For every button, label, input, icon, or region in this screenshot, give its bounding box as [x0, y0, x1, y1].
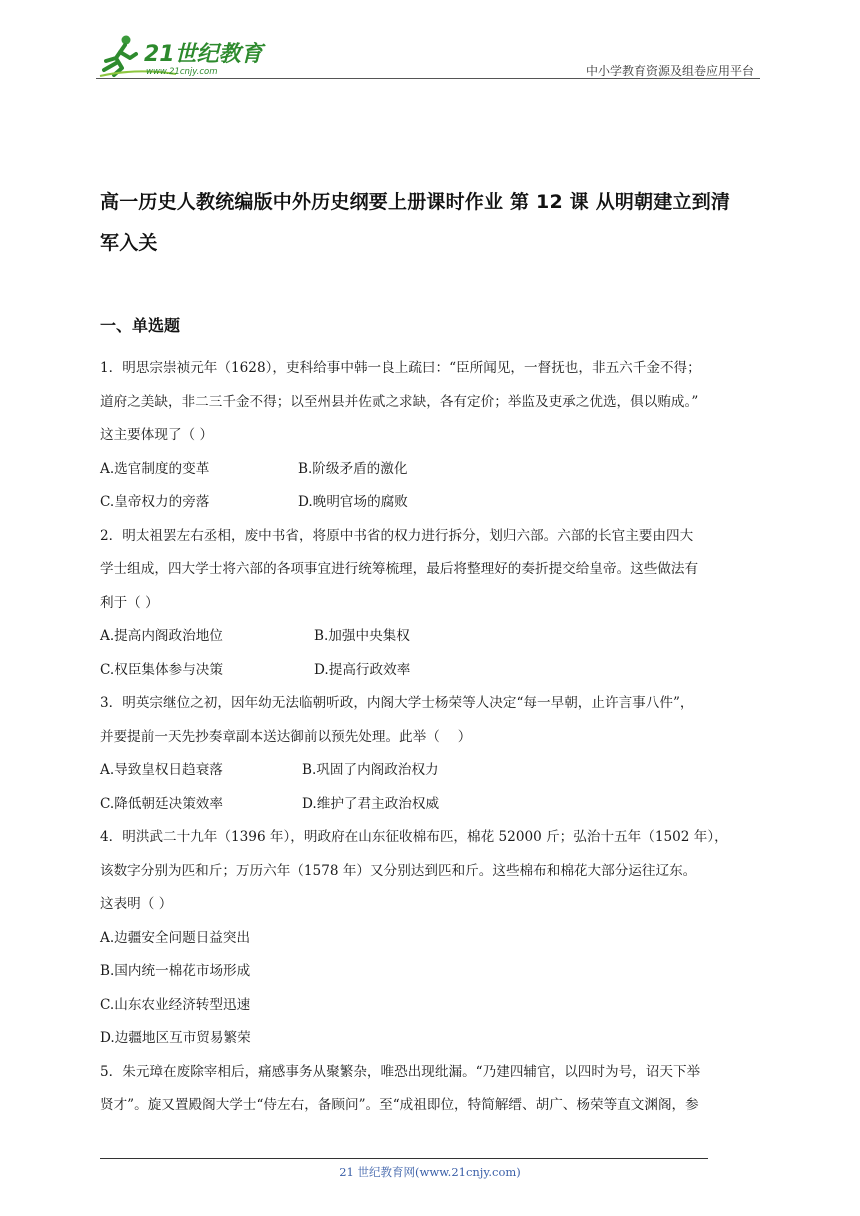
question-4	[100, 821, 764, 1056]
option-a[interactable]: A.导致皇权日趋衰落	[100, 762, 223, 778]
section-heading: 一、单选题	[100, 316, 181, 335]
question-stem-line: 贤才”。旋又置殿阁大学士“侍左右，备顾问”。至“成祖即位，特简解缙、胡广、杨荣等直文渊阁，参	[100, 1097, 699, 1113]
options-row	[100, 654, 764, 688]
footer-divider	[100, 1158, 708, 1159]
option-c[interactable]: C.权臣集体参与决策	[100, 661, 223, 678]
option-c[interactable]: C.降低朝廷决策效率	[100, 795, 223, 812]
question-stem-line: 道府之美缺，非二三千金不得；以至州县并佐贰之求缺，各有定价；举监及吏承之优选，俱以贿成。”	[100, 393, 699, 410]
option-d[interactable]: D.晚明官场的腐败	[298, 494, 408, 510]
option-b[interactable]: B.巩固了内阁政治权力	[302, 762, 439, 778]
question-stem-line: 利于（ ）	[100, 594, 159, 611]
platform-tagline: 中小学教育资源及组卷应用平台	[585, 64, 754, 78]
question-stem-line: 2．明太祖罢左右丞相，废中书省，将原中书省的权力进行拆分，划归六部。六部的长官主要由四大	[100, 527, 694, 544]
option-d[interactable]: D.维护了君主政治权威	[302, 795, 440, 812]
option-d[interactable]: D.提高行政效率	[314, 661, 411, 678]
question-3	[100, 687, 764, 821]
page-header	[96, 28, 760, 80]
options-row	[100, 620, 764, 654]
svg-text:www.21cnjy.com: www.21cnjy.com	[146, 67, 218, 77]
option-a[interactable]: A.边疆安全问题日益突出	[100, 929, 251, 946]
option-d[interactable]: D.边疆地区互市贸易繁荣	[100, 1030, 251, 1046]
question-stem-line: 并要提前一天先抄奏章副本送达御前以预先处理。此举（ ）	[100, 728, 472, 745]
title-line-1: 高一历史人教统编版中外历史纲要上册课时作业 第 12 课 从明朝建立到清	[100, 191, 731, 213]
question-stem-line: 4．明洪武二十九年（1396 年），明政府在山东征收棉布匹，棉花 52000 斤；弘治十五年（1502 年），	[100, 829, 728, 845]
options-row	[100, 486, 764, 520]
option-c[interactable]: C.山东农业经济转型迅速	[100, 996, 251, 1013]
question-list	[100, 352, 764, 1123]
question-stem-line: 3．明英宗继位之初，因年幼无法临朝听政，内阁大学士杨荣等人决定“每一早朝，止许言事八件”，	[100, 695, 694, 711]
question-1	[100, 352, 764, 520]
options-row	[100, 788, 764, 822]
header-divider	[96, 78, 760, 79]
question-stem-line: 这主要体现了（ ）	[100, 427, 214, 443]
question-stem-line: 1．明思宗崇祯元年（1628），吏科给事中韩一良上疏曰：“臣所闻见，一督抚也，非五六千金不得；	[100, 360, 701, 376]
option-b[interactable]: B.加强中央集权	[314, 628, 410, 644]
options-row	[100, 453, 764, 487]
option-c[interactable]: C.皇帝权力的旁落	[100, 494, 210, 510]
option-b[interactable]: B.阶级矛盾的激化	[298, 460, 408, 477]
question-stem-line: 5．朱元璋在废除宰相后，痛感事务从聚繁杂，唯恐出现纰漏。“乃建四辅官，以四时为号，诏天下举	[100, 1063, 701, 1080]
question-5	[100, 1056, 764, 1123]
page-title	[100, 182, 760, 264]
question-stem-line: 这表明（ ）	[100, 896, 173, 912]
option-a[interactable]: A.提高内阁政治地位	[100, 628, 223, 644]
option-a[interactable]: A.选官制度的变革	[100, 460, 210, 477]
question-stem-line: 该数字分别为匹和斤；万历六年（1578 年）又分别达到匹和斤。这些棉布和棉花大部分运往辽东。	[100, 862, 697, 879]
site-logo	[96, 28, 266, 80]
svg-text:21世纪教育: 21世纪教育	[144, 42, 263, 67]
options-row	[100, 754, 764, 788]
option-b[interactable]: B.国内统一棉花市场形成	[100, 963, 251, 979]
footer-link[interactable]: 21 世纪教育网(www.21cnjy.com)	[339, 1165, 521, 1179]
question-stem-line: 学士组成，四大学士将六部的各项事宜进行统筹梳理，最后将整理好的奏折提交给皇帝。这些做法有	[100, 561, 699, 577]
question-2	[100, 520, 764, 688]
title-line-2: 军入关	[100, 232, 158, 254]
